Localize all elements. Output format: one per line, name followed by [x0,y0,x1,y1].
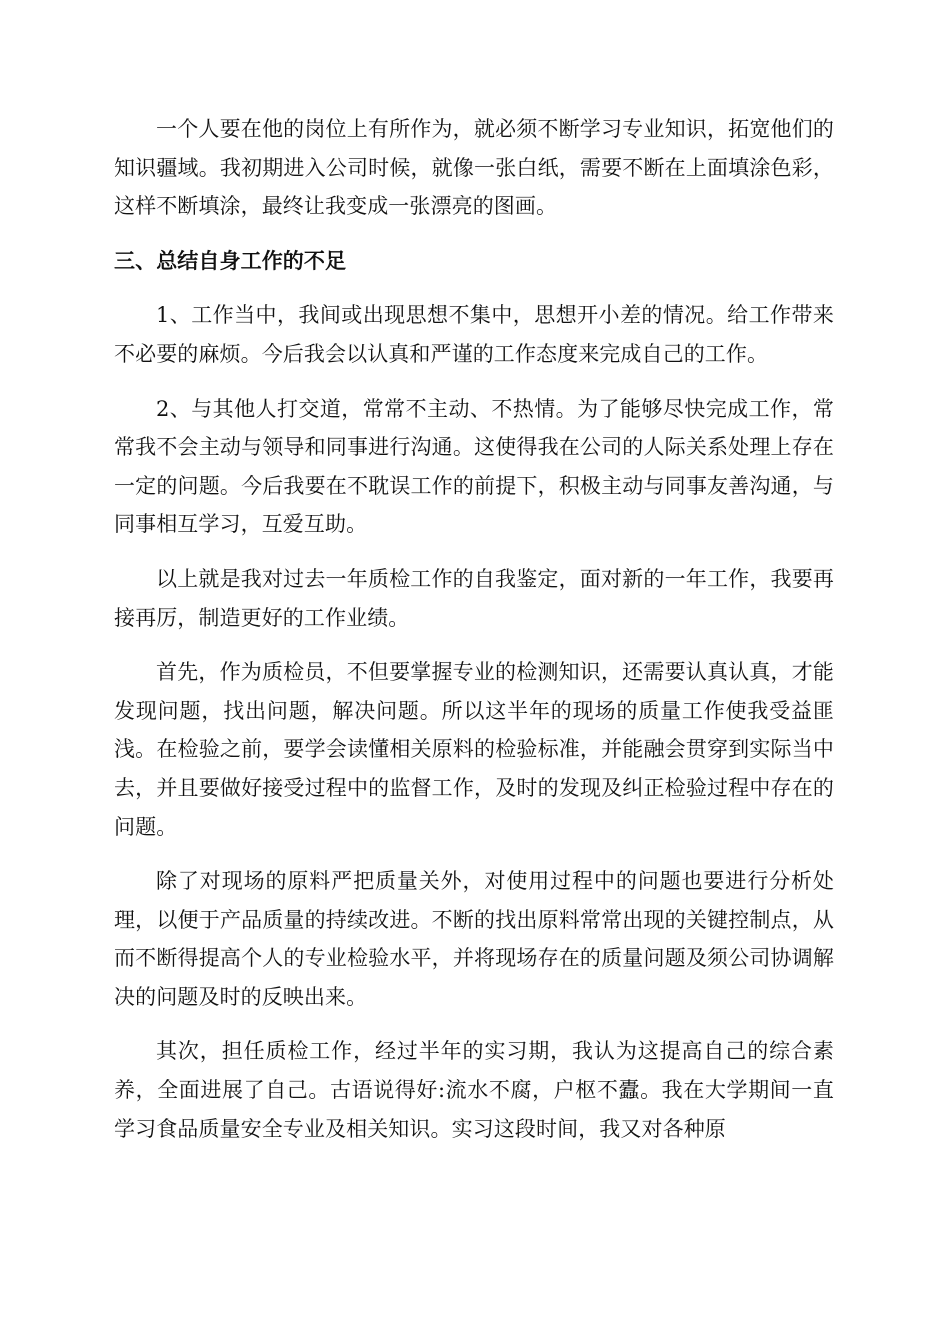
paragraph-1: 一个人要在他的岗位上有所作为，就必须不断学习专业知识，拓宽他们的知识疆域。我初期进入公司时候，就像一张白纸，需要不断在上面填涂色彩，这样不断填涂，最终让我变成一张漂亮的图画。 [114,117,834,219]
paragraph-6: 除了对现场的原料严把质量关外，对使用过程中的问题也要进行分析处理，以便于产品质量的持续改进。不断的找出原料常常出现的关键控制点，从而不断得提高个人的专业检验水平，并将现场存在的质量问题及须公司协调解决的问题及时的反映出来。 [114,869,834,1009]
paragraph-5: 首先，作为质检员，不但要掌握专业的检测知识，还需要认真认真，才能发现问题，找出问题，解决问题。所以这半年的现场的质量工作使我受益匪浅。在检验之前，要学会读懂相关原料的检验标准，并能融会贯穿到实际当中去，并且要做好接受过程中的监督工作，及时的发现及纠正检验过程中存在的问题。 [114,660,834,839]
paragraph-4: 以上就是我对过去一年质检工作的自我鉴定，面对新的一年工作，我要再接再厉，制造更好的工作业绩。 [114,566,834,630]
document-body [114,110,834,1164]
paragraph-7: 其次，担任质检工作，经过半年的实习期，我认为这提高自己的综合素养，全面进展了自己。古语说得好:流水不腐，户枢不蠹。我在大学期间一直学习食品质量安全专业及相关知识。实习这段时间，我又对各种原 [114,1039,834,1141]
section-heading-3: 三、总结自身工作的不足 [114,247,347,273]
paragraph-2: 1、工作当中，我间或出现思想不集中，思想开小差的情况。给工作带来不必要的麻烦。今后我会以认真和严谨的工作态度来完成自己的工作。 [114,303,834,366]
paragraph-3: 2、与其他人打交道，常常不主动、不热情。为了能够尽快完成工作，常常我不会主动与领导和同事进行沟通。这使得我在公司的人际关系处理上存在一定的问题。今后我要在不耽误工作的前提下，积极主动与同事友善沟通，与同事相互学习，互爱互助。 [114,396,834,537]
